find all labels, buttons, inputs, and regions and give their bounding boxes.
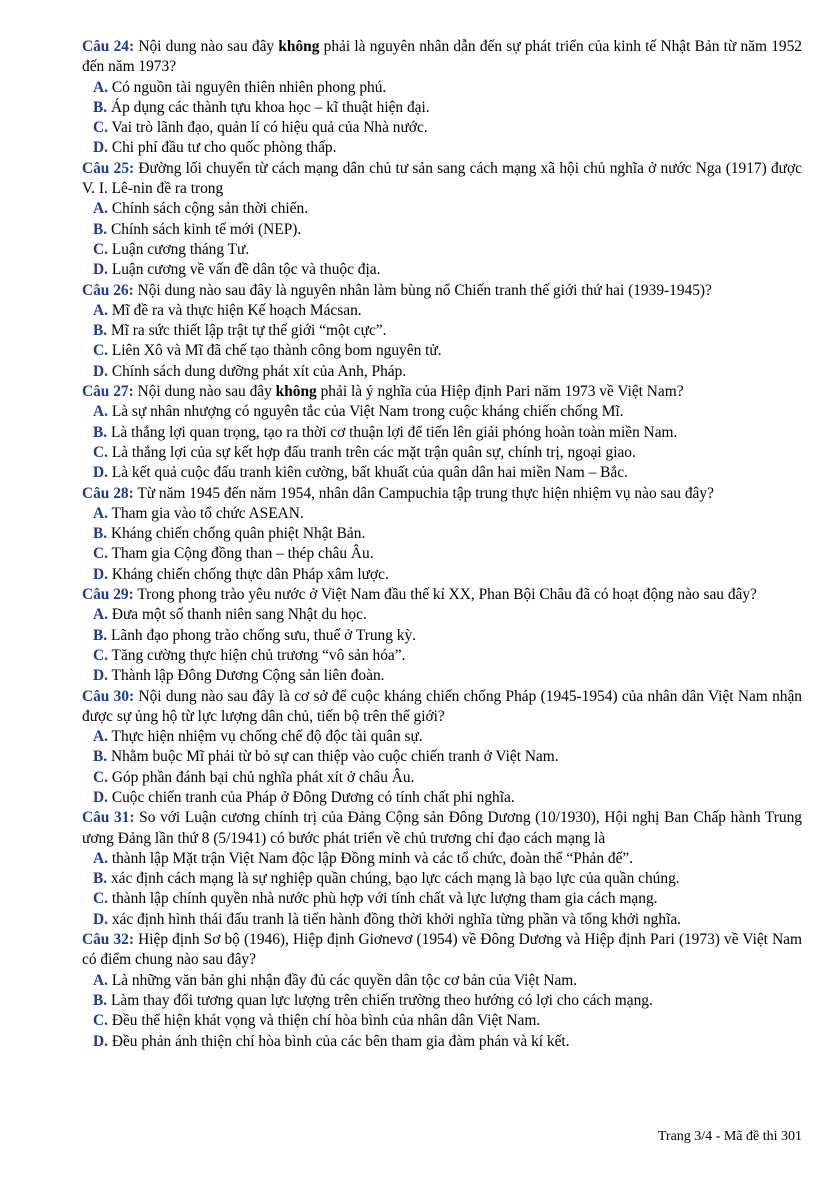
option-text: Mĩ đề ra và thực hiện Kế hoạch Mácsan.	[111, 301, 362, 319]
answer-option	[93, 889, 802, 909]
exam-page	[82, 37, 802, 1052]
page-footer: Trang 3/4 - Mã đề thi 301	[657, 1129, 802, 1144]
question-number: Câu 28:	[82, 484, 134, 502]
option-letter: C.	[93, 1012, 108, 1030]
answer-option	[93, 1032, 802, 1052]
option-letter: B.	[93, 525, 108, 543]
answer-option	[93, 260, 802, 280]
answer-option	[93, 220, 802, 240]
question-number: Câu 31:	[82, 809, 135, 827]
question-stem	[82, 37, 802, 78]
option-letter: A.	[93, 200, 108, 218]
answer-option	[93, 423, 802, 443]
option-letter: C.	[93, 768, 108, 786]
option-letter: B.	[93, 322, 108, 340]
question-block	[82, 687, 802, 809]
option-text: Chính sách cộng sản thời chiến.	[111, 200, 309, 218]
option-text: Góp phần đánh bại chủ nghĩa phát xít ở châu Âu.	[111, 768, 415, 786]
option-text: xác định cách mạng là sự nghiệp quần chúng, bạo lực cách mạng là bạo lực của quần chúng.	[110, 870, 680, 888]
question-number: Câu 30:	[82, 687, 135, 705]
answer-option	[93, 727, 802, 747]
option-letter: B.	[93, 991, 108, 1009]
question-block	[82, 808, 802, 930]
question-text: So với Luận cương chính trị của Đảng Cộng sản Đông Dương (10/1930), Hội nghị Ban Chấp hành Trung ương Đảng lần thứ 8 (5/1941) có bước phát triển về chủ trương chỉ đạo cách mạng là	[82, 809, 802, 847]
question-block	[82, 484, 802, 585]
question-block	[82, 585, 802, 686]
option-letter: B.	[93, 98, 108, 116]
option-text: Có nguồn tài nguyên thiên nhiên phong phú.	[111, 78, 387, 96]
option-text: thành lập chính quyền nhà nước phù hợp với tính chất và lực lượng tham gia cách mạng.	[111, 890, 658, 908]
option-letter: D.	[93, 1032, 108, 1050]
option-text: Là sự nhân nhượng có nguyên tắc của Việt Nam trong cuộc kháng chiến chống Mĩ.	[111, 403, 624, 421]
option-text: Là thắng lợi quan trọng, tạo ra thời cơ thuận lợi để tiến lên giải phóng hoàn toàn miền Nam.	[110, 423, 678, 441]
option-text: Luận cương tháng Tư.	[111, 240, 250, 258]
option-letter: D.	[93, 910, 108, 928]
option-letter: A.	[93, 403, 108, 421]
option-text: Kháng chiến chống thực dân Pháp xâm lược.	[111, 565, 389, 583]
answer-option	[93, 666, 802, 686]
option-text: Vai trò lãnh đạo, quản lí có hiệu quả của Nhà nước.	[111, 119, 428, 137]
question-number: Câu 29:	[82, 586, 134, 604]
option-text: Đều thể hiện khát vọng và thiện chí hòa bình của nhân dân Việt Nam.	[111, 1012, 541, 1030]
option-text: Kháng chiến chống quân phiệt Nhật Bản.	[110, 525, 366, 543]
option-text: xác định hình thái đấu tranh là tiến hành đồng thời khởi nghĩa từng phần và tổng khởi nghĩa.	[111, 910, 682, 928]
question-block	[82, 281, 802, 382]
option-text: Làm thay đổi tương quan lực lượng trên chiến trường theo hướng có lợi cho cách mạng.	[110, 991, 653, 1009]
option-text: Tham gia Cộng đồng than – thép châu Âu.	[111, 545, 374, 563]
option-text: Mĩ ra sức thiết lập trật tự thế giới “một cực”.	[110, 322, 387, 340]
option-letter: A.	[93, 504, 108, 522]
answer-option	[93, 869, 802, 889]
answer-option	[93, 138, 802, 158]
option-letter: A.	[93, 849, 108, 867]
option-letter: B.	[93, 220, 108, 238]
emphasis-text: không	[278, 38, 320, 55]
answer-option	[93, 524, 802, 544]
answer-option	[93, 971, 802, 991]
option-text: thành lập Mặt trận Việt Nam độc lập Đồng minh và các tổ chức, đoàn thể “Phản đế”.	[111, 849, 634, 867]
answer-option	[93, 768, 802, 788]
question-stem	[82, 484, 802, 504]
question-text: phải là ý nghĩa của Hiệp định Pari năm 1973 về Việt Nam?	[316, 383, 684, 401]
question-stem	[82, 585, 802, 605]
option-letter: C.	[93, 443, 108, 461]
question-stem	[82, 159, 802, 200]
answer-option	[93, 849, 802, 869]
option-letter: B.	[93, 748, 108, 766]
option-letter: D.	[93, 788, 108, 806]
question-stem	[82, 382, 802, 402]
option-text: Nhằm buộc Mĩ phải từ bỏ sự can thiệp vào cuộc chiến tranh ở Việt Nam.	[110, 748, 559, 766]
option-letter: C.	[93, 646, 108, 664]
option-text: Tham gia vào tổ chức ASEAN.	[111, 504, 304, 522]
option-text: Là những văn bản ghi nhận đầy đủ các quyền dân tộc cơ bản của Việt Nam.	[111, 971, 578, 989]
answer-option	[93, 463, 802, 483]
question-number: Câu 32:	[82, 931, 135, 949]
answer-option	[93, 910, 802, 930]
option-text: Đều phản ánh thiện chí hòa bình của các bên tham gia đàm phán và kí kết.	[111, 1032, 570, 1050]
question-text: Trong phong trào yêu nước ở Việt Nam đầu thế kỉ XX, Phan Bội Châu đã có hoạt động nào sau đây?	[137, 586, 757, 604]
option-letter: D.	[93, 667, 108, 685]
answer-option	[93, 301, 802, 321]
question-number: Câu 25:	[82, 159, 135, 177]
option-text: Áp dụng các thành tựu khoa học – kĩ thuật hiện đại.	[110, 98, 430, 116]
question-stem	[82, 808, 802, 849]
answer-option	[93, 646, 802, 666]
option-text: Lãnh đạo phong trào chống sưu, thuế ở Trung kỳ.	[110, 626, 417, 644]
option-text: Cuộc chiến tranh của Pháp ở Đông Dương có tính chất phi nghĩa.	[111, 788, 515, 806]
option-text: Là thắng lợi của sự kết hợp đấu tranh trên các mặt trận quân sự, chính trị, ngoại giao.	[111, 443, 636, 461]
answer-option	[93, 504, 802, 524]
answer-option	[93, 240, 802, 260]
option-letter: C.	[93, 342, 108, 360]
option-text: Chính sách kinh tế mới (NEP).	[110, 220, 302, 238]
option-text: Thực hiện nhiệm vụ chống chế độ độc tài quân sự.	[111, 728, 423, 746]
option-letter: C.	[93, 545, 108, 563]
option-text: Liên Xô và Mĩ đã chế tạo thành công bom nguyên tử.	[111, 342, 442, 360]
answer-option	[93, 78, 802, 98]
question-number: Câu 24:	[82, 38, 135, 55]
answer-option	[93, 362, 802, 382]
option-text: Đưa một số thanh niên sang Nhật du học.	[111, 606, 367, 624]
answer-option	[93, 565, 802, 585]
option-letter: A.	[93, 728, 108, 746]
answer-option	[93, 98, 802, 118]
question-text: Từ năm 1945 đến năm 1954, nhân dân Campuchia tập trung thực hiện nhiệm vụ nào sau đây?	[137, 484, 714, 502]
option-letter: C.	[93, 119, 108, 137]
question-text: Hiệp định Sơ bộ (1946), Hiệp định Giơnevơ (1954) về Đông Dương và Hiệp định Pari (1973) về Việt Nam có điểm chung nào sau đây?	[82, 931, 802, 969]
option-letter: D.	[93, 261, 108, 279]
option-letter: C.	[93, 240, 108, 258]
option-letter: C.	[93, 890, 108, 908]
answer-option	[93, 341, 802, 361]
question-block	[82, 37, 802, 159]
question-text: Nội dung nào sau đây	[138, 38, 279, 55]
question-text: Nội dung nào sau đây là nguyên nhân làm bùng nổ Chiến tranh thế giới thứ hai (1939-1945)?	[137, 281, 712, 299]
answer-option	[93, 321, 802, 341]
question-number: Câu 26:	[82, 281, 134, 299]
option-letter: A.	[93, 301, 108, 319]
option-text: Là kết quả cuộc đấu tranh kiên cường, bất khuất của quân dân hai miền Nam – Bắc.	[111, 464, 628, 482]
answer-option	[93, 605, 802, 625]
answer-option	[93, 747, 802, 767]
question-text: Đường lối chuyển từ cách mạng dân chủ tư sản sang cách mạng xã hội chủ nghĩa ở nước Nga (1917) được V. I. Lê-nin đề ra trong	[82, 159, 802, 198]
option-letter: A.	[93, 971, 108, 989]
answer-option	[93, 626, 802, 646]
question-block	[82, 159, 802, 281]
option-letter: D.	[93, 565, 108, 583]
option-letter: A.	[93, 606, 108, 624]
question-text: phải là nguyên nhân dẫn đến sự phát triển của kinh tế Nhật Bản từ năm 1952 đến năm 1973?	[82, 38, 802, 76]
question-number: Câu 27:	[82, 383, 134, 401]
option-letter: A.	[93, 78, 108, 96]
answer-option	[93, 1011, 802, 1031]
option-letter: D.	[93, 362, 108, 380]
emphasis-text: không	[275, 383, 317, 401]
option-letter: D.	[93, 464, 108, 482]
answer-option	[93, 991, 802, 1011]
question-stem	[82, 687, 802, 728]
answer-option	[93, 199, 802, 219]
question-text: Nội dung nào sau đây	[137, 383, 276, 401]
option-text: Chi phí đầu tư cho quốc phòng thấp.	[111, 139, 337, 157]
option-letter: B.	[93, 870, 108, 888]
option-text: Chính sách dung dưỡng phát xít của Anh, Pháp.	[111, 362, 407, 380]
answer-option	[93, 118, 802, 138]
answer-option	[93, 788, 802, 808]
option-letter: B.	[93, 626, 108, 644]
answer-option	[93, 544, 802, 564]
answer-option	[93, 402, 802, 422]
option-letter: B.	[93, 423, 108, 441]
question-text: Nội dung nào sau đây là cơ sở để cuộc kháng chiến chống Pháp (1945-1954) của nhân dân Việt Nam nhận được sự ủng hộ từ lực lượng dân chủ, tiến bộ trên thế giới?	[82, 687, 802, 725]
question-stem	[82, 281, 802, 301]
answer-option	[93, 443, 802, 463]
option-text: Luận cương về vấn đề dân tộc và thuộc địa.	[111, 261, 381, 279]
option-text: Thành lập Đông Dương Cộng sản liên đoàn.	[111, 667, 385, 685]
option-letter: D.	[93, 139, 108, 157]
option-text: Tăng cường thực hiện chủ trương “vô sản hóa”.	[111, 646, 406, 664]
question-stem	[82, 930, 802, 971]
question-block	[82, 382, 802, 483]
question-block	[82, 930, 802, 1052]
